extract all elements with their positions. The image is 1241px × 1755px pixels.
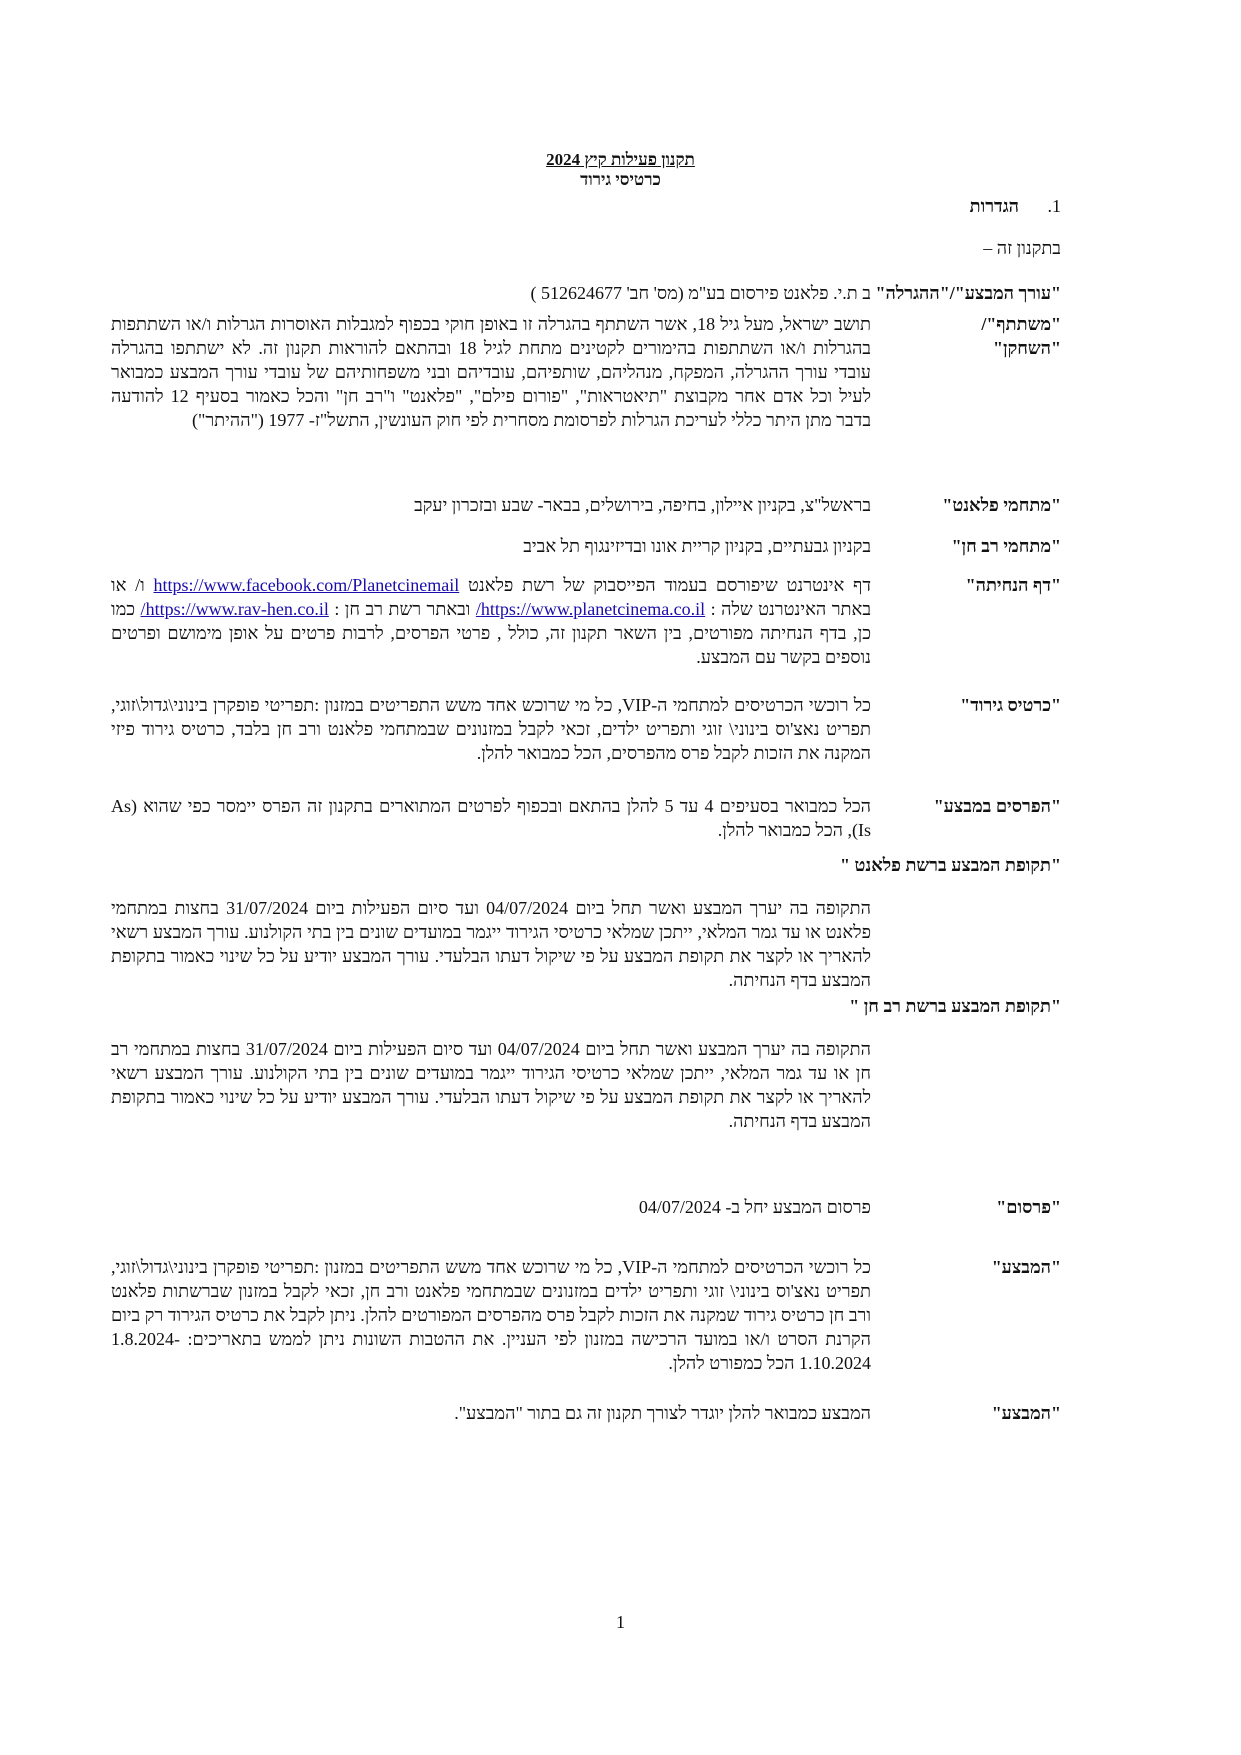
planet-site-link[interactable]: https://www.planetcinema.co.il/ — [475, 599, 706, 619]
definition-planet-complexes — [181, 493, 1061, 519]
definition-term: "מתחמי רב חן" — [951, 536, 1061, 556]
ravhen-site-link[interactable]: https://www.rav-hen.co.il/ — [140, 599, 329, 619]
definition-prizes — [111, 794, 1061, 844]
definition-text: תושב ישראל, מעל גיל 18, אשר השתתף בהגרלה זו באופן חוקי בכפוף למגבלות האוסרות הגרלות ו/או השתתפות בהגרלות ו/או השתתפות בהימורים לקטינים מתחת לגיל 18 ובהתאם להוראות תקנון זה. לא ישתתפו בהגרלה עובדי עורך ההגרלה, המפקח, מנהליהם, שותפיהם, עובדיהם ובני משפחותיהם של עובדי עורך המבצע כמבואר לעיל וכל אדם אחר מקבוצת "תיאטראות", "פורום פילם", "פלאנט" ו"רב חן" והכל כאמור בסעיף 12 להודעה בדבר מתן היתר כללי לעריכת הגרלות לפרסומת מסחרית לפי חוק העונשין, התשל"ז- 1977 ("ההיתר") — [111, 314, 872, 430]
period-planet-text: התקופה בה יערך המבצע ואשר תחל ביום 04/07/2024 ועד סיום הפעילות ביום 31/07/2024 בחצות במתחמי פלאנט או עד גמר המלאי, ייתכן שמלאי כרטיסי הגירוד ייגמר במועדים שונים בין בתי הקולנוע. עורך המבצע רשאי להאריך או לקצר את תקופת המבצע על פי שיקול דעתו הבלעדי. עורך המבצע יודיע על כל שינוי כאמור בתקופת המבצע בדף הנחיתה. — [111, 898, 872, 990]
landing-text-4: כמו כן, בדף הנחיתה מפורטים, בין השאר תקנון זה, כולל , פרטי הפרסים, לרבות פרטים על אופן מימושם ופרטים נוספים בקשר עם המבצע. — [111, 599, 871, 667]
definition-term: "המבצע" — [991, 1257, 1061, 1277]
definition-promotion-alias — [181, 1401, 1061, 1427]
period-ravhen-term: "תקופת המבצע ברשת רב חן " — [849, 996, 1061, 1016]
intro-text: בתקנון זה – — [983, 238, 1061, 258]
section-number: 1. — [1047, 196, 1061, 216]
page-number: 1 — [616, 1612, 625, 1632]
landing-text-2: ו/ או באתר האינטרנט שלה : — [111, 575, 872, 619]
section-heading — [970, 196, 1061, 217]
definition-promotion — [111, 1255, 1061, 1400]
definition-participant — [111, 312, 1061, 457]
definition-scratch-card — [111, 693, 1061, 793]
definition-text: בראשל"צ, בקניון איילון, בחיפה, בירושלים, בבאר- שבע ובזכרון יעקב — [414, 495, 871, 515]
document-subtitle: כרטיסי גירוד — [580, 170, 661, 189]
organizer-text: ב ת.י. פלאנט פירסום בע"מ (מס' חב' 512624677 ) — [530, 283, 871, 303]
document-title-block — [0, 150, 1241, 190]
definition-term: "כרטיס גירוד" — [960, 695, 1061, 715]
definition-term: "הפרסים במבצע" — [933, 796, 1061, 816]
definition-text: כל רוכשי הכרטיסים למתחמי ה-VIP, כל מי שרוכש אחד משש התפריטים במזנון :תפריטי פופקרן בינוני\גדול\זוגי, תפריט נאצ'וס בינוני\ זוגי ותפריט ילדים, זכאי לקבל במזנונים שבמתחמי פלאנט ורב חן בלבד, כרטיס גירוד פיזי המקנה את הזכות לקבל פרס מהפרסים, הכל כמבואר להלן. — [111, 695, 871, 763]
definition-text: הכל כמבואר בסעיפים 4 עד 5 להלן בהתאם ובכפוף לפרטים המתוארים בתקנון זה הפרס יימסר כפי שהוא (As Is), הכל כמבואר להלן. — [111, 796, 872, 840]
definition-text: כל רוכשי הכרטיסים למתחמי ה-VIP, כל מי שרוכש אחד משש התפריטים במזנון :תפריטי פופקרן בינוני\גדול\זוגי, תפריט נאצ'וס בינוני\ זוגי ותפריט ילדים במזנונים שבמתחמי פלאנט ורב חן, זכאי לקבל במזנון שברשתות פלאנט ורב חן כרטיס גירוד שמקנה את הזכות לקבל פרס מהפרסים המפורטים להלן. ניתן לקבל את כרטיס הגירוד רק ביום הקרנת הסרט ו/או במועד הרכישה במזנון לפי העניין. את ההטבות השונות ניתן לממש בתאריכים: 1.8.2024-1.10.2024 הכל כמפורט להלן. — [111, 1257, 871, 1373]
document-title: תקנון פעילות קיץ 2024 — [546, 150, 695, 169]
definition-publication — [181, 1195, 1061, 1221]
organizer-definition — [531, 283, 1061, 304]
definition-term: "דף הנחיתה" — [965, 575, 1061, 595]
landing-text-3: ובאתר רשת רב חן : — [334, 599, 471, 619]
definition-text: בקניון גבעתיים, בקניון קריית אונו ובדיזינגוף תל אביב — [523, 536, 871, 556]
definition-term: "פרסום" — [996, 1197, 1061, 1217]
definition-text: פרסום המבצע יחל ב- 04/07/2024 — [638, 1197, 871, 1217]
facebook-link[interactable]: https://www.facebook.com/Planetcinemail — [153, 575, 460, 595]
definition-ravhen-complexes — [181, 534, 1061, 560]
definition-term: "המבצע" — [991, 1403, 1061, 1423]
landing-text-1: דף אינטרנט שיפורסם בעמוד הפייסבוק של רשת פלאנט — [467, 575, 871, 595]
section-title: הגדרות — [969, 196, 1019, 216]
definition-text: המבצע כמבואר להלן יוגדר לצורך תקנון זה גם בתור "המבצע". — [454, 1403, 871, 1423]
definition-term: "משתתף"/ "השחקן" — [981, 314, 1061, 358]
period-planet-term: "תקופת המבצע ברשת פלאנט " — [839, 855, 1061, 875]
definition-text — [111, 573, 871, 669]
definition-term: "מתחמי פלאנט" — [942, 495, 1061, 515]
organizer-term: "עורך המבצע"/"ההגרלה" — [875, 283, 1061, 303]
definition-landing-page — [111, 573, 1061, 683]
period-ravhen-text: התקופה בה יערך המבצע ואשר תחל ביום 04/07/2024 ועד סיום הפעילות ביום 31/07/2024 בחצות במתחמי רב חן או עד גמר המלאי, ייתכן שמלאי כרטיסי הגירוד ייגמר במועדים שונים בין בתי הקולנוע. עורך המבצע רשאי להאריך או לקצר את תקופת המבצע על פי שיקול דעתו הבלעדי. עורך המבצע יודיע על כל שינוי כאמור בתקופת המבצע בדף הנחיתה. — [111, 1039, 871, 1131]
